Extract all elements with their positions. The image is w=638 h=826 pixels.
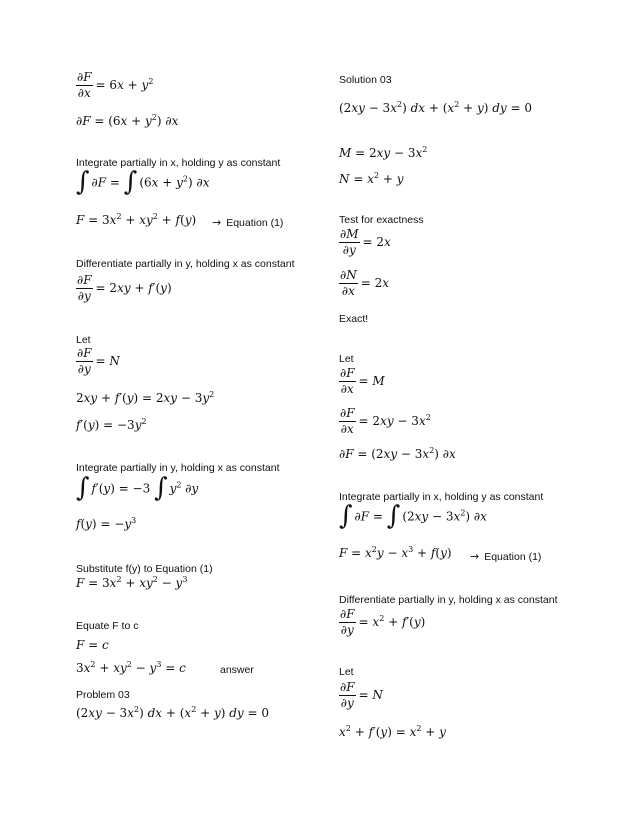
left-eq-problem: $(2xy - 3x^2)$ dx + $(x^2 + y)$ dy = 0 (76, 705, 270, 720)
right-arrow-icon: → (212, 216, 222, 229)
right-equation1-label: Equation (1) (484, 551, 542, 563)
left-note-integrate-y: Integrate partially in y, holding x as constant (76, 462, 280, 474)
right-eq-N: $N = x^2 + y$ (339, 171, 404, 186)
left-eq-F-equals-c: F = c (76, 638, 109, 652)
left-equation1-ref (212, 216, 283, 229)
left-note-let: Let (76, 334, 91, 346)
right-eq-problem: $(2xy - 3x^2)$ dx + $(x^2 + y)$ dy = 0 (339, 100, 533, 115)
right-eq-dNdx: $\frac{\partial N}{\partial x}$ = 2x (340, 268, 390, 298)
right-eq-integral-x: ∫ ∂F = ∫ $(2xy - 3x^2)$ ∂x (339, 501, 487, 531)
right-eq-let-M: $\frac{\partial F}{\partial x}$ = M (340, 366, 385, 396)
right-solution-label: Solution 03 (339, 74, 392, 86)
left-eq-substitute: $2xy + f'(y) = 2xy - 3y^2$ (76, 390, 215, 405)
left-note-diff-y: Differentiate partially in y, holding x as constant (76, 258, 295, 270)
left-note-substitute: Substitute f(y) to Equation (1) (76, 563, 213, 575)
left-eq-let-N: $\frac{\partial F}{\partial y}$ = N (77, 346, 120, 376)
left-note-equate: Equate F to c (76, 620, 139, 632)
right-equation1-ref (470, 550, 541, 563)
left-eq-fy: $f(y) = -y^3$ (76, 516, 137, 531)
right-eq-F: $F = x^2y - x^3 + f(y)$ (339, 545, 452, 560)
right-note-test: Test for exactness (339, 214, 424, 226)
left-eq-integral-x: ∫ ∂F = ∫ $(6x + y^2)$ ∂x (76, 167, 210, 197)
right-eq-dMdy: $\frac{\partial M}{\partial y}$ = 2x (340, 227, 391, 257)
right-eq-dFdx: $\frac{\partial F}{\partial x}$ = $2xy - 3x^2$ (340, 406, 431, 436)
left-eq-integral-y: ∫ f′(y) = −3 ∫ $y^2$ ∂y (76, 473, 199, 503)
left-eq-F: $F = 3x^2 + xy^2 + f(y)$ (76, 212, 197, 227)
left-equation1-label: Equation (1) (226, 217, 284, 229)
left-eq-dF: $\partial F = (6x + y^2)$ ∂x (76, 113, 179, 128)
left-eq-dFdx: $\frac{\partial F}{\partial x}$ = $6x + y^2$ (77, 70, 154, 100)
left-eq-F-final: $F = 3x^2 + xy^2 - y^3$ (76, 575, 188, 590)
right-eq-dFdy: $\frac{\partial F}{\partial y}$ = $x^2 + f'(y)$ (340, 607, 426, 637)
right-arrow-icon: → (470, 550, 480, 563)
left-eq-dFdy: $\frac{\partial F}{\partial y}$ = 2xy + f′(y) (77, 273, 172, 303)
right-eq-final: $x^2 + f'(y) = x^2 + y$ (339, 724, 446, 739)
right-eq-M: $M = 2xy - 3x^2$ (339, 145, 428, 160)
left-problem-label: Problem 03 (76, 689, 130, 701)
right-eq-dF: $\partial F = (2xy - 3x^2)$ ∂x (339, 446, 456, 461)
right-note-let: Let (339, 353, 354, 365)
left-eq-answer: $3x^2 + xy^2 - y^3 = c$ (76, 660, 186, 675)
right-note-diff-y: Differentiate partially in y, holding x as constant (339, 594, 558, 606)
right-note-integrate-x: Integrate partially in x, holding y as constant (339, 491, 544, 503)
left-eq-fprime: $f'(y) = -3y^2$ (76, 417, 147, 432)
right-note-let2: Let (339, 666, 354, 678)
right-note-exact: Exact! (339, 313, 369, 325)
left-note-integrate-x: Integrate partially in x, holding y as constant (76, 157, 281, 169)
right-eq-let-N: $\frac{\partial F}{\partial y}$ = N (340, 680, 383, 710)
left-answer-label: answer (220, 664, 254, 676)
